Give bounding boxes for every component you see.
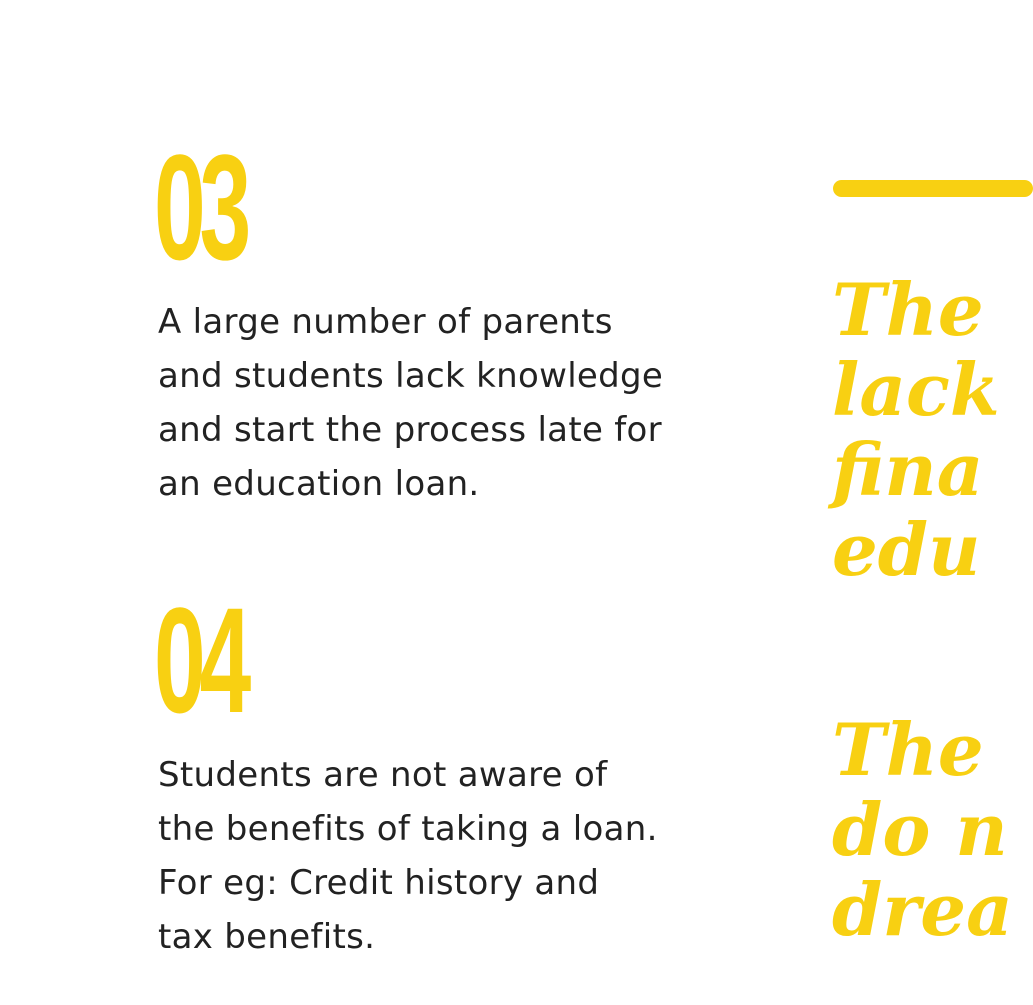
side-quote-line: edu — [832, 507, 981, 592]
point-description-line: A large number of parents — [158, 302, 613, 342]
side-quote-1 — [832, 267, 1000, 592]
side-quote-line: fina — [832, 427, 984, 512]
accent-divider-bar — [833, 180, 1033, 197]
point-description-line: and start the process late for — [158, 410, 662, 450]
side-quote-line: The — [832, 267, 984, 352]
point-description-line: Students are not aware of — [158, 755, 608, 795]
side-quote-line: The — [832, 707, 984, 792]
point-description-line: and students lack knowledge — [158, 356, 664, 396]
point-description-line: tax benefits. — [158, 917, 376, 957]
point-number-03: 03 — [154, 123, 246, 291]
point-description-line: an education loan. — [158, 464, 480, 504]
point-number-04: 04 — [154, 576, 246, 744]
point-description-04 — [158, 748, 758, 964]
side-quote-line: do n — [832, 787, 1008, 872]
point-description-03 — [158, 295, 758, 511]
side-quote-2 — [832, 707, 1013, 952]
side-quote-line: lack — [832, 347, 1000, 432]
side-quote-line: drea — [832, 867, 1013, 952]
point-description-line: For eg: Credit history and — [158, 863, 600, 903]
point-description-line: the benefits of taking a loan. — [158, 809, 658, 849]
